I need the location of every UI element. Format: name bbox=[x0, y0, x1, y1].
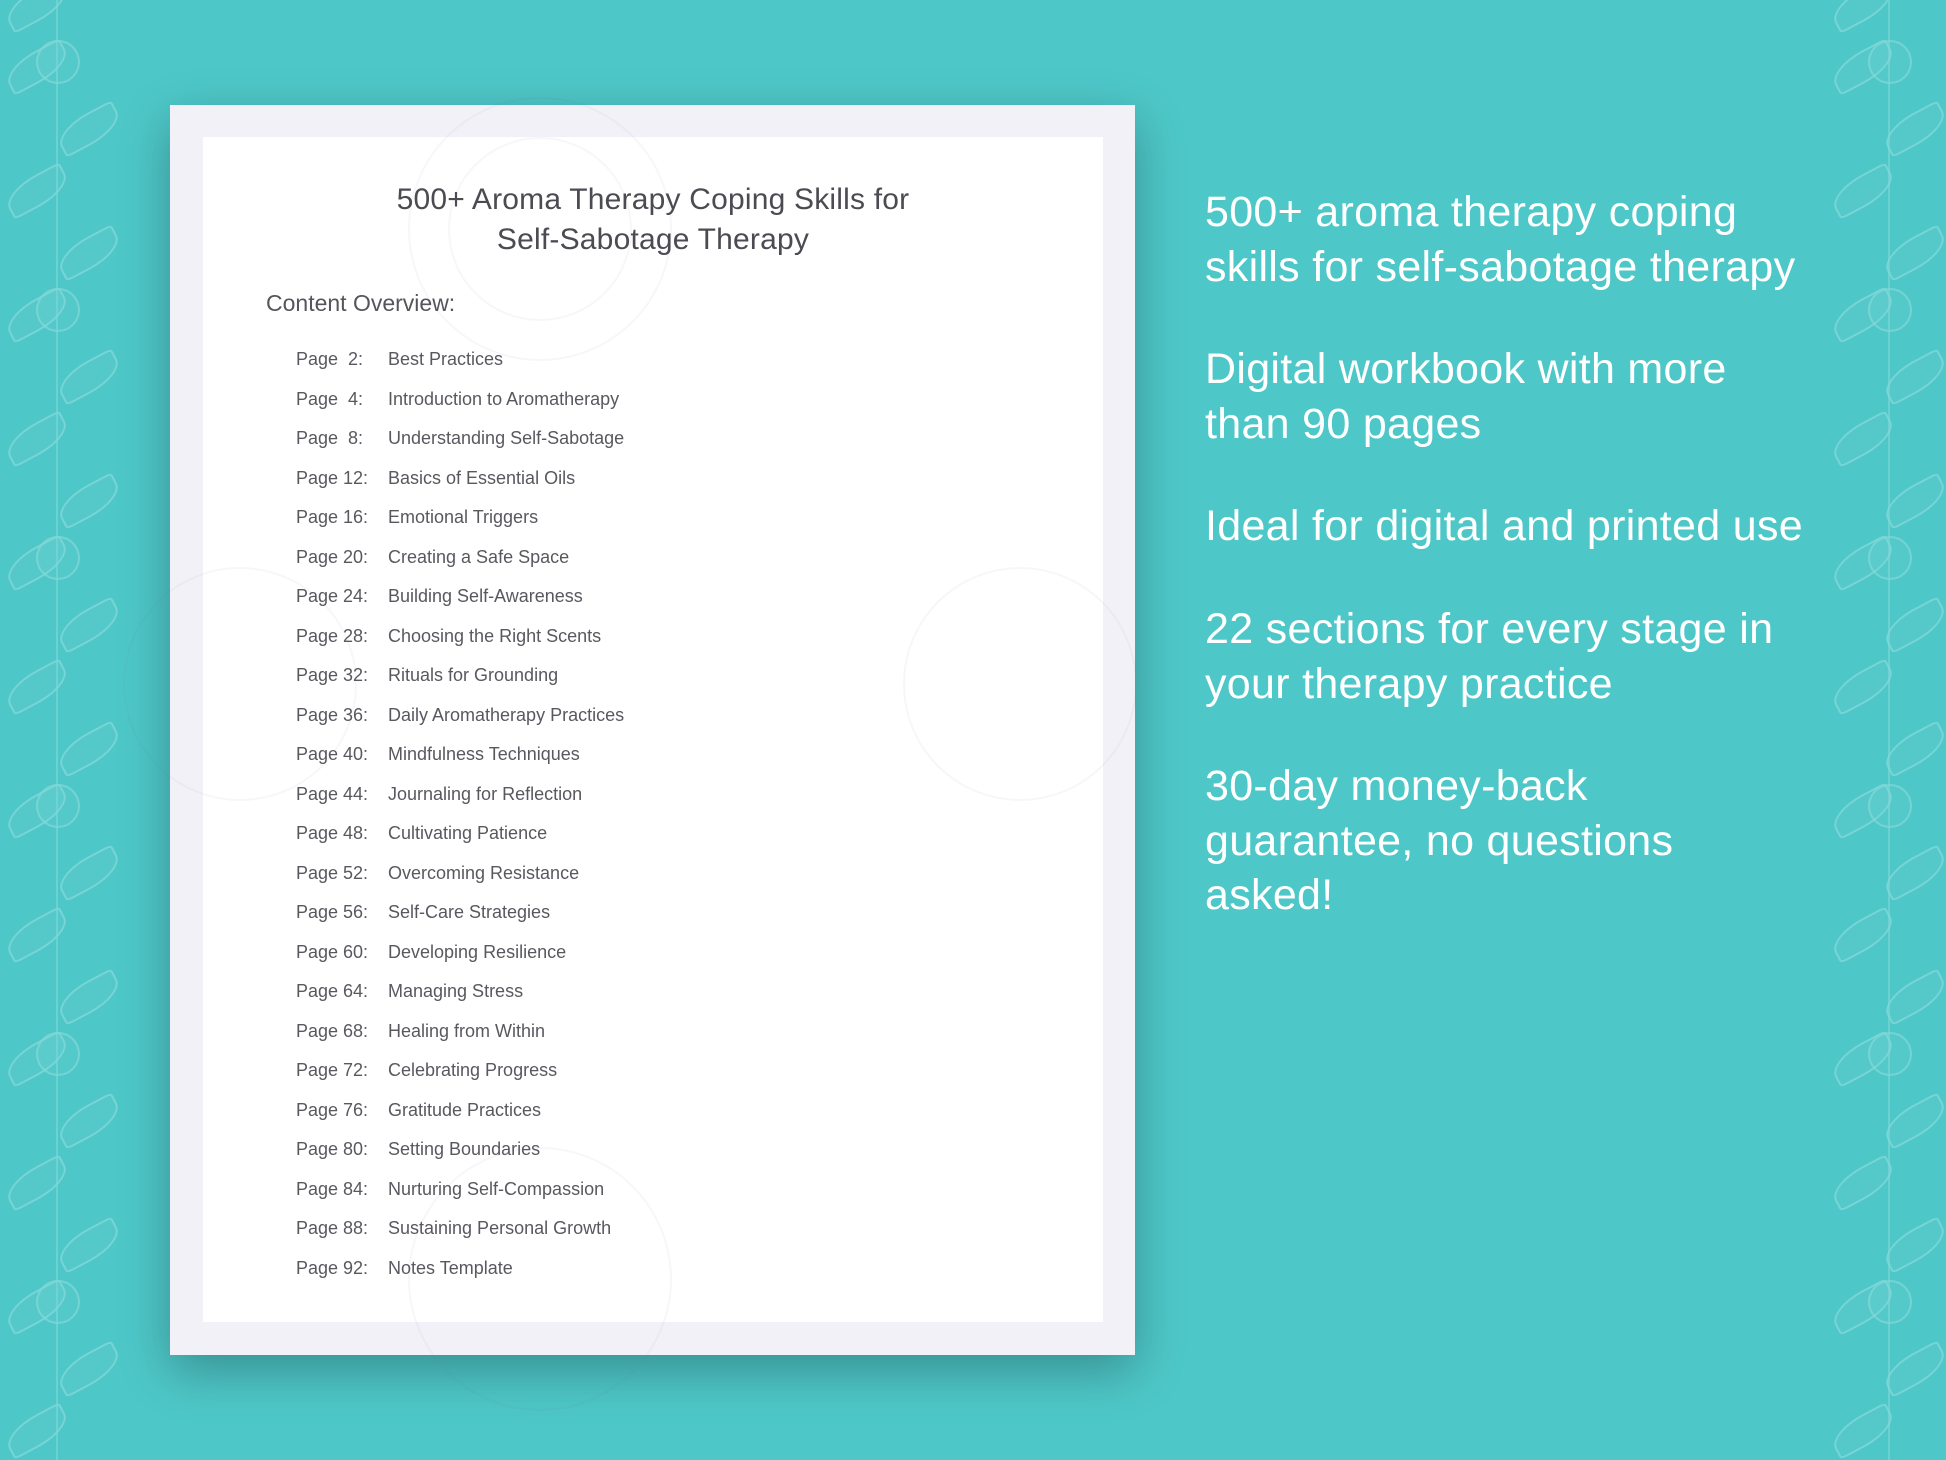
toc-page-number: Page 92: bbox=[296, 1257, 369, 1278]
vine-leaf bbox=[1879, 968, 1946, 1025]
toc-section-label: Overcoming Resistance bbox=[388, 862, 580, 883]
document-title-line-2: Self-Sabotage Therapy bbox=[496, 222, 810, 256]
toc-page-number: Page 80: bbox=[296, 1139, 369, 1160]
vine-leaf bbox=[1, 1154, 73, 1211]
vine-leaf bbox=[1, 782, 73, 839]
vine-flower bbox=[36, 288, 80, 332]
toc-section-label: Understanding Self-Sabotage bbox=[388, 428, 625, 449]
vine-leaf bbox=[1827, 38, 1899, 95]
toc-page-number: Page 72: bbox=[296, 1060, 369, 1081]
vine-leaf bbox=[1827, 162, 1899, 219]
vine-flower bbox=[36, 1280, 80, 1324]
toc-page-number: Page 16: bbox=[296, 507, 369, 528]
vine-leaf bbox=[1, 286, 73, 343]
vine-leaf bbox=[53, 224, 125, 281]
toc-row bbox=[296, 1091, 1036, 1131]
toc-page-number: Page 28: bbox=[296, 625, 369, 646]
vine-leaf bbox=[53, 720, 125, 777]
toc-page-number: Page 76: bbox=[296, 1099, 369, 1120]
decorative-border-right bbox=[1826, 0, 1946, 1460]
vine-leaf bbox=[1879, 472, 1946, 529]
toc-section-label: Mindfulness Techniques bbox=[388, 744, 580, 765]
toc-page-number: Page 68: bbox=[296, 1020, 369, 1041]
toc-row bbox=[296, 1051, 1036, 1091]
toc-page-number: Page 20: bbox=[296, 546, 369, 567]
toc-row bbox=[296, 419, 1036, 459]
toc-section-label: Notes Template bbox=[388, 1257, 513, 1278]
toc-page-number: Page 40: bbox=[296, 744, 369, 765]
vine-leaf bbox=[1, 1278, 73, 1335]
vine-leaf bbox=[53, 968, 125, 1025]
vine-leaf bbox=[1, 1030, 73, 1087]
toc-page-number: Page 2: bbox=[296, 349, 364, 370]
toc-section-label: Building Self-Awareness bbox=[388, 586, 583, 607]
toc-section-label: Celebrating Progress bbox=[388, 1060, 558, 1081]
vine-stem bbox=[56, 0, 58, 1460]
vine-leaf bbox=[1, 534, 73, 591]
toc-row bbox=[296, 459, 1036, 499]
toc-page-number: Page 60: bbox=[296, 941, 369, 962]
vine-leaf bbox=[1879, 1340, 1946, 1397]
vine-leaf bbox=[53, 348, 125, 405]
toc-page-number: Page 12: bbox=[296, 467, 369, 488]
vine-flower bbox=[1868, 288, 1912, 332]
toc-section-label: Basics of Essential Oils bbox=[388, 467, 576, 488]
toc-row bbox=[296, 735, 1036, 775]
vine-flower bbox=[1868, 1032, 1912, 1076]
vine-leaf bbox=[1879, 348, 1946, 405]
vine-leaf bbox=[53, 1216, 125, 1273]
toc-section-label: Setting Boundaries bbox=[388, 1139, 541, 1160]
vine-leaf bbox=[1827, 0, 1899, 34]
vine-leaf bbox=[1827, 286, 1899, 343]
toc-row bbox=[296, 854, 1036, 894]
vine-flower bbox=[36, 784, 80, 828]
vine-flower bbox=[1868, 784, 1912, 828]
toc-section-label: Healing from Within bbox=[388, 1020, 546, 1041]
toc-row bbox=[296, 1130, 1036, 1170]
toc-section-label: Managing Stress bbox=[388, 981, 524, 1002]
vine-leaf bbox=[1827, 658, 1899, 715]
toc-row bbox=[296, 498, 1036, 538]
vine-flower bbox=[1868, 536, 1912, 580]
toc-page-number: Page 64: bbox=[296, 981, 369, 1002]
marketing-point: Ideal for digital and printed use bbox=[1205, 502, 1803, 551]
toc-row bbox=[296, 933, 1036, 973]
vine-leaf bbox=[1, 38, 73, 95]
vine-leaf bbox=[1827, 1154, 1899, 1211]
toc-page-number: Page 36: bbox=[296, 704, 369, 725]
vine-leaf bbox=[1879, 224, 1946, 281]
toc-page-number: Page 24: bbox=[296, 586, 369, 607]
toc-row bbox=[296, 696, 1036, 736]
toc-page-number: Page 52: bbox=[296, 862, 369, 883]
toc-row bbox=[296, 775, 1036, 815]
toc-row bbox=[296, 656, 1036, 696]
vine-leaf bbox=[1879, 844, 1946, 901]
document-title bbox=[243, 180, 1063, 259]
vine-leaf bbox=[1827, 1278, 1899, 1335]
vine-flower bbox=[1868, 1280, 1912, 1324]
marketing-point: 30-day money-back guarantee, no questions asked! bbox=[1205, 762, 1674, 920]
vine-flower bbox=[36, 40, 80, 84]
toc-row bbox=[296, 1249, 1036, 1289]
toc-section-label: Journaling for Reflection bbox=[388, 783, 583, 804]
vine-leaf bbox=[1879, 1092, 1946, 1149]
vine-leaf bbox=[1827, 906, 1899, 963]
toc-row bbox=[296, 380, 1036, 420]
content-overview-heading: Content Overview: bbox=[266, 290, 456, 316]
toc-row bbox=[296, 1209, 1036, 1249]
vine-leaf bbox=[1, 410, 73, 467]
vine-flower bbox=[1868, 40, 1912, 84]
marketing-point: 22 sections for every stage in your therapy practice bbox=[1205, 605, 1774, 708]
toc-section-label: Creating a Safe Space bbox=[388, 546, 570, 567]
toc-section-label: Gratitude Practices bbox=[388, 1099, 542, 1120]
marketing-point: 500+ aroma therapy coping skills for self-sabotage therapy bbox=[1205, 188, 1796, 291]
toc-section-label: Choosing the Right Scents bbox=[388, 625, 602, 646]
toc-page-number: Page 84: bbox=[296, 1178, 369, 1199]
marketing-copy bbox=[1205, 185, 1805, 971]
toc-row bbox=[296, 893, 1036, 933]
toc-row bbox=[296, 1170, 1036, 1210]
toc-section-label: Developing Resilience bbox=[388, 941, 567, 962]
vine-leaf bbox=[53, 100, 125, 157]
vine-leaf bbox=[1827, 1030, 1899, 1087]
toc-row bbox=[296, 1012, 1036, 1052]
vine-leaf bbox=[1827, 534, 1899, 591]
vine-leaf bbox=[1827, 1402, 1899, 1459]
table-of-contents bbox=[296, 340, 1036, 1288]
vine-leaf bbox=[53, 1340, 125, 1397]
vine-leaf bbox=[1879, 100, 1946, 157]
vine-leaf bbox=[1879, 596, 1946, 653]
vine-leaf bbox=[1827, 410, 1899, 467]
toc-page-number: Page 88: bbox=[296, 1218, 369, 1239]
vine-leaf bbox=[53, 1092, 125, 1149]
toc-section-label: Daily Aromatherapy Practices bbox=[388, 704, 625, 725]
toc-page-number: Page 8: bbox=[296, 428, 364, 449]
toc-section-label: Sustaining Personal Growth bbox=[388, 1218, 612, 1239]
toc-section-label: Emotional Triggers bbox=[388, 507, 539, 528]
toc-section-label: Nurturing Self-Compassion bbox=[388, 1178, 605, 1199]
toc-section-label: Best Practices bbox=[388, 349, 504, 370]
vine-leaf bbox=[53, 844, 125, 901]
vine-leaf bbox=[53, 472, 125, 529]
toc-page-number: Page 56: bbox=[296, 902, 369, 923]
toc-row bbox=[296, 814, 1036, 854]
toc-row bbox=[296, 577, 1036, 617]
document-title-line-1: 500+ Aroma Therapy Coping Skills for bbox=[396, 183, 910, 216]
vine-leaf bbox=[1, 906, 73, 963]
toc-page-number: Page 32: bbox=[296, 665, 369, 686]
vine-leaf bbox=[1, 658, 73, 715]
vine-leaf bbox=[1879, 1216, 1946, 1273]
toc-section-label: Introduction to Aromatherapy bbox=[388, 388, 620, 409]
marketing-point: Digital workbook with more than 90 pages bbox=[1205, 345, 1727, 448]
vine-flower bbox=[36, 536, 80, 580]
vine-leaf bbox=[1, 0, 73, 34]
toc-section-label: Rituals for Grounding bbox=[388, 665, 559, 686]
toc-row bbox=[296, 538, 1036, 578]
vine-leaf bbox=[53, 596, 125, 653]
toc-section-label: Self-Care Strategies bbox=[388, 902, 551, 923]
vine-stem bbox=[1888, 0, 1890, 1460]
vine-leaf bbox=[1827, 782, 1899, 839]
toc-row bbox=[296, 340, 1036, 380]
vine-leaf bbox=[1, 1402, 73, 1459]
toc-row bbox=[296, 972, 1036, 1012]
toc-row bbox=[296, 617, 1036, 657]
decorative-border-left bbox=[0, 0, 120, 1460]
vine-leaf bbox=[1879, 720, 1946, 777]
toc-page-number: Page 4: bbox=[296, 388, 364, 409]
toc-page-number: Page 44: bbox=[296, 783, 369, 804]
vine-flower bbox=[36, 1032, 80, 1076]
vine-leaf bbox=[1, 162, 73, 219]
toc-section-label: Cultivating Patience bbox=[388, 823, 548, 844]
toc-page-number: Page 48: bbox=[296, 823, 369, 844]
